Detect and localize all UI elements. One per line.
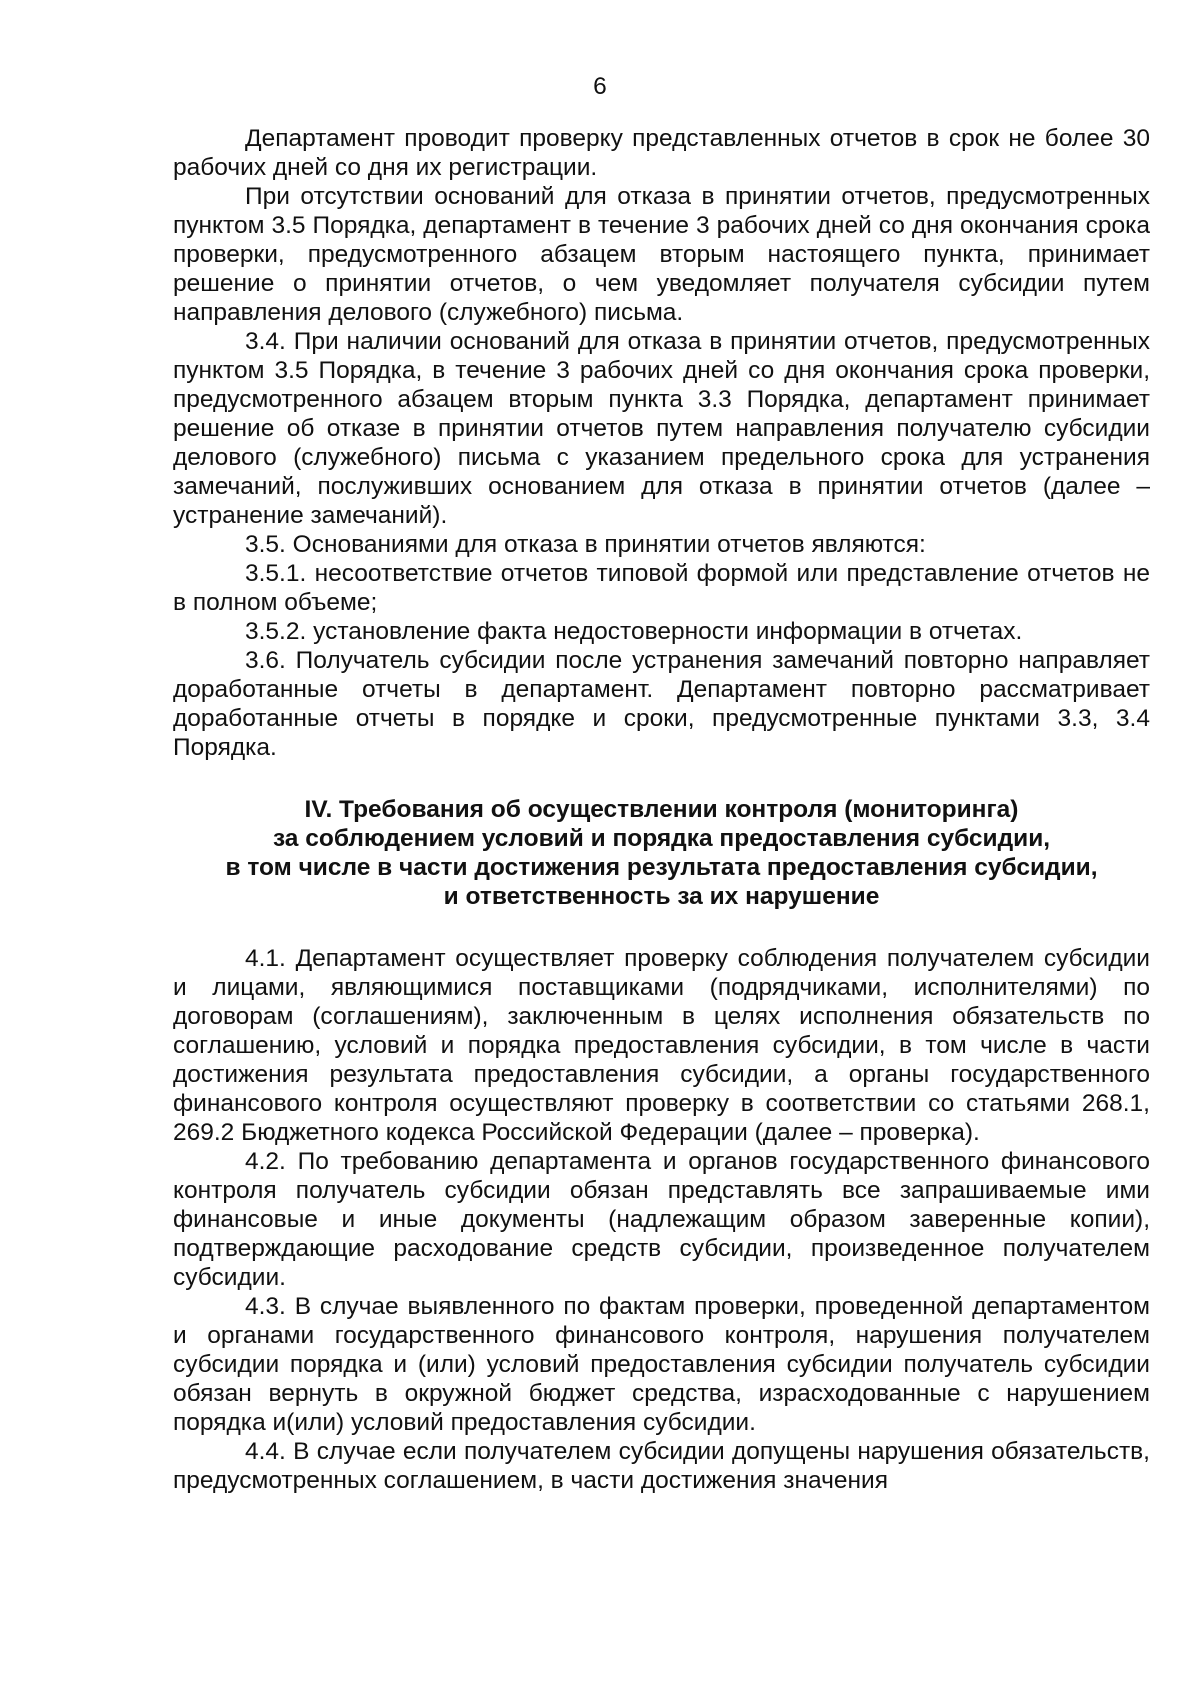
section-heading-line: в том числе в части достижения результата предоставления субсидии, [225, 854, 1098, 881]
paragraph-3-6: 3.6. Получатель субсидии после устранения замечаний повторно направляет доработанные отчеты в департамент. Департамент повторно рассматривает доработанные отчеты в порядке и сроки, предусмотренные пунктами 3.3, 3.4 Порядка. [173, 647, 1150, 761]
section-heading-line: IV. Требования об осуществлении контроля (мониторинга) [304, 796, 1019, 823]
paragraph-4-3: 4.3. В случае выявленного по фактам проверки, проведенной департаментом и органами государственного финансового контроля, нарушения получателем субсидии порядка и (или) условий предоставления субсидии получатель субсидии обязан вернуть в окружной бюджет средства, израсходованные с нарушением порядка и(или) условий предоставления субсидии. [173, 1293, 1150, 1436]
paragraph-4-1: 4.1. Департамент осуществляет проверку соблюдения получателем субсидии и лицами, являющимися поставщиками (подрядчиками, исполнителями) по договорам (соглашениям), заключенным в целях исполнения обязательств по соглашению, условий и порядка предоставления субсидии, в том числе в части достижения результата предоставления субсидии, а органы государственного финансового контроля осуществляют проверку в соответствии со статьями 268.1, 269.2 Бюджетного кодекса Российской Федерации (далее – проверка). [173, 945, 1150, 1146]
document-body [173, 124, 1150, 1495]
page-number: 6 [593, 73, 607, 100]
paragraph-4-4: 4.4. В случае если получателем субсидии допущены нарушения обязательств, предусмотренных соглашением, в части достижения значения [173, 1438, 1150, 1494]
paragraph-3-5: 3.5. Основаниями для отказа в принятии отчетов являются: [245, 531, 926, 558]
paragraph-review-period: Департамент проводит проверку представленных отчетов в срок не более 30 рабочих дней со дня их регистрации. [173, 125, 1150, 181]
paragraph-4-2: 4.2. По требованию департамента и органов государственного финансового контроля получатель субсидии обязан представлять все запрашиваемые ими финансовые и иные документы (надлежащим образом заверенные копии), подтверждающие расходование средств субсидии, произведенное получателем субсидии. [173, 1148, 1150, 1291]
paragraph-3-4: 3.4. При наличии оснований для отказа в принятии отчетов, предусмотренных пунктом 3.5 Порядка, в течение 3 рабочих дней со дня окончания срока проверки, предусмотренного абзацем вторым пункта 3.3 Порядка, департамент принимает решение об отказе в принятии отчетов путем направления получателю субсидии делового (служебного) письма с указанием предельного срока для устранения замечаний, послуживших основанием для отказа в принятии отчетов (далее – устранение замечаний). [173, 328, 1150, 529]
section-heading [173, 795, 1150, 911]
section-heading-line: и ответственность за их нарушение [443, 883, 880, 910]
paragraph-acceptance-decision: При отсутствии оснований для отказа в принятии отчетов, предусмотренных пунктом 3.5 Порядка, департамент в течение 3 рабочих дней со дня окончания срока проверки, предусмотренного абзацем вторым настоящего пункта, принимает решение о принятии отчетов, о чем уведомляет получателя субсидии путем направления делового (служебного) письма. [173, 183, 1150, 326]
section-heading-line: за соблюдением условий и порядка предоставления субсидии, [272, 825, 1051, 852]
paragraph-3-5-2: 3.5.2. установление факта недостоверности информации в отчетах. [245, 618, 1023, 645]
paragraph-3-5-1: 3.5.1. несоответствие отчетов типовой формой или представление отчетов не в полном объеме; [173, 560, 1150, 616]
